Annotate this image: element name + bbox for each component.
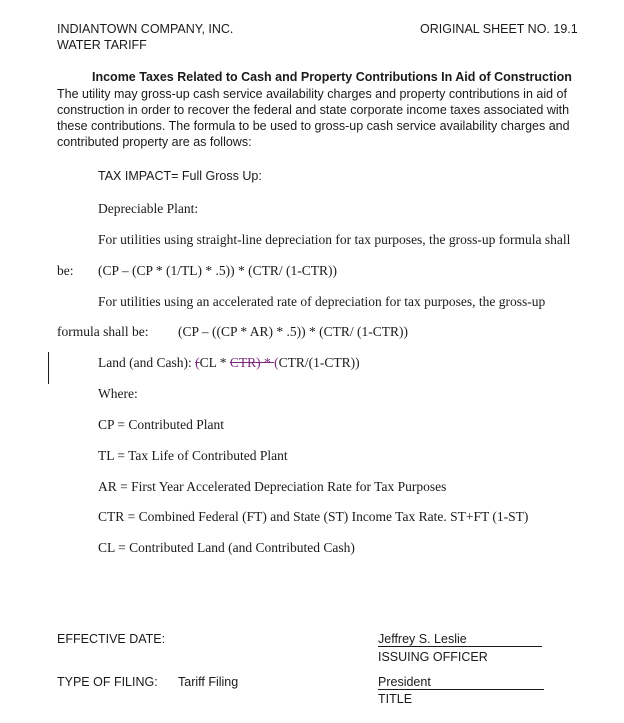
def-cl: CL = Contributed Land (and Contributed Cash) [98, 540, 355, 555]
effective-date-label: EFFECTIVE DATE: [57, 632, 166, 646]
def-ctr: CTR = Combined Federal (FT) and State (ST) Income Tax Rate. ST+FT (1-ST) [98, 509, 529, 524]
section-title: Income Taxes Related to Cash and Property Contributions In Aid of Construction [92, 70, 572, 84]
intro-paragraph: The utility may gross-up cash service availability charges and property contributions in aid of construction in order to recover the federal and state corporate income taxes associated with these contributions. The formula to be used to gross-up cash service availability charges and contributed property are as follows: [57, 87, 570, 149]
def-ar: AR = First Year Accelerated Depreciation Rate for Tax Purposes [98, 479, 447, 494]
officer-role: ISSUING OFFICER [378, 650, 488, 664]
accelerated-formula: (CP – ((CP * AR) * .5)) * (CTR/ (1-CTR)) [178, 324, 408, 339]
land-formula-line [98, 355, 360, 371]
land-cl: CL * [199, 355, 230, 370]
title-label: TITLE [378, 692, 413, 706]
title-value: President [378, 675, 544, 690]
accelerated-label: formula shall be: [57, 324, 149, 339]
straight-line-text: For utilities using straight-line depreciation for tax purposes, the gross-up formula shall [98, 232, 571, 247]
accelerated-text: For utilities using an accelerated rate of depreciation for tax purposes, the gross-up [98, 294, 546, 309]
change-bar [48, 352, 49, 384]
land-deleted-ctr: CTR) * [229, 355, 275, 370]
def-tl: TL = Tax Life of Contributed Plant [98, 448, 288, 463]
depreciable-plant: Depreciable Plant: [98, 201, 199, 216]
land-rest: CTR/(1-CTR)) [278, 355, 360, 370]
sheet-number: ORIGINAL SHEET NO. 19.1 [420, 22, 578, 36]
officer-name: Jeffrey S. Leslie [378, 632, 542, 647]
filing-type-value: Tariff Filing [178, 675, 239, 689]
straight-line-formula: (CP – (CP * (1/TL) * .5)) * (CTR/ (1-CTR)) [98, 263, 337, 278]
filing-type-label: TYPE OF FILING: [57, 675, 158, 689]
tax-impact: TAX IMPACT= Full Gross Up: [98, 169, 262, 183]
land-label: Land (and Cash): [98, 355, 192, 370]
where-label: Where: [98, 386, 138, 401]
straight-line-be: be: [57, 263, 74, 278]
tariff-name: WATER TARIFF [57, 38, 147, 52]
land-inserted-paren: ( [274, 355, 279, 370]
company-name: INDIANTOWN COMPANY, INC. [57, 22, 234, 36]
land-deleted-paren: ( [195, 355, 200, 370]
def-cp: CP = Contributed Plant [98, 417, 224, 432]
